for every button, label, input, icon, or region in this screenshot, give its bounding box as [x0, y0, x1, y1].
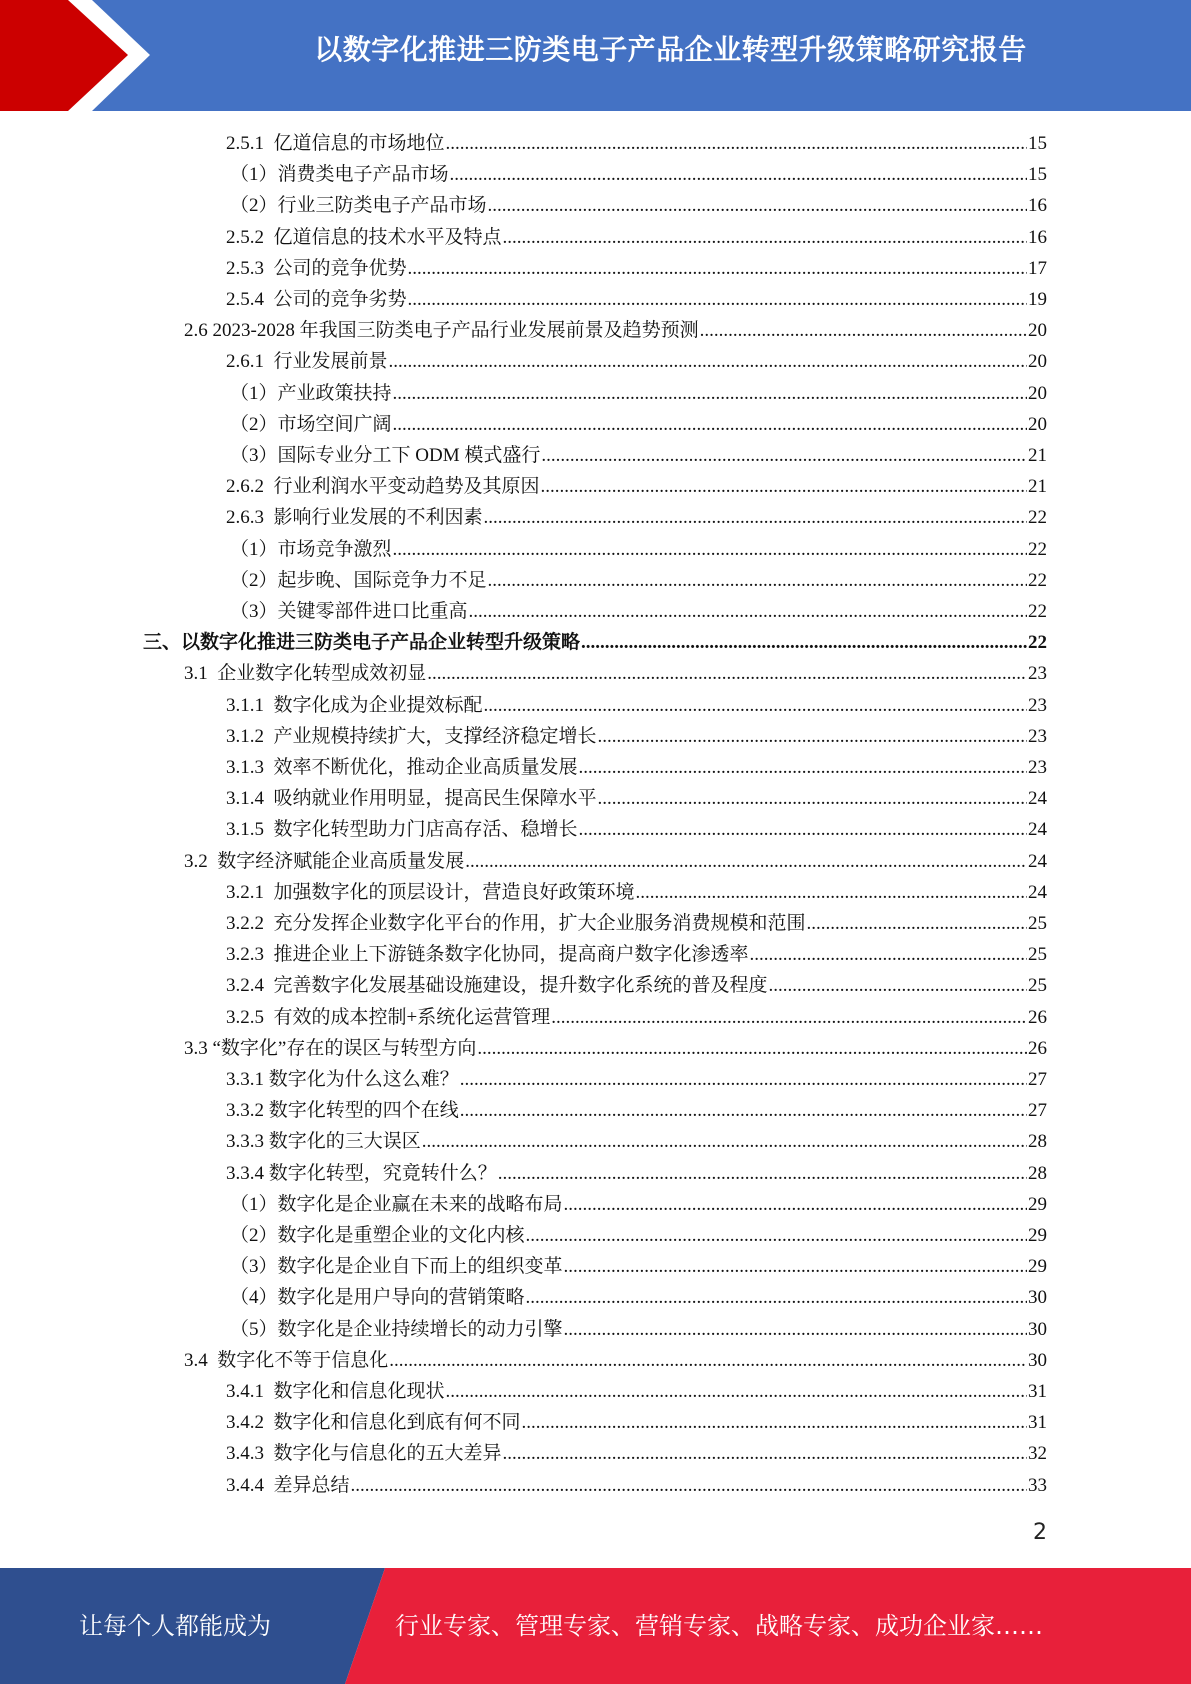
- toc-entry-page: 16: [1028, 195, 1047, 217]
- toc-dot-leader: [503, 222, 1027, 253]
- toc-dot-leader: [460, 1064, 1027, 1095]
- toc-entry[interactable]: [226, 939, 1047, 970]
- toc-entry-title: 2.5.2 亿道信息的技术水平及特点: [226, 226, 502, 248]
- toc-entry-title: 3.3.3 数字化的三大误区: [226, 1131, 421, 1153]
- toc-entry[interactable]: [226, 1376, 1047, 1407]
- toc-entry-page: 23: [1028, 757, 1047, 778]
- toc-entry[interactable]: [226, 1158, 1047, 1189]
- toc-entry[interactable]: [230, 440, 1047, 471]
- toc-entry-title: （3）关键零部件进口比重高: [230, 601, 468, 622]
- toc-entry[interactable]: [226, 877, 1047, 908]
- toc-entry-title: 2.5.4 公司的竞争劣势: [226, 289, 407, 310]
- toc-entry-page: 29: [1028, 1193, 1047, 1215]
- toc-entry-title: （1）消费类电子产品市场: [230, 164, 449, 186]
- toc-entry-page: 15: [1028, 133, 1047, 154]
- toc-entry[interactable]: [226, 284, 1047, 315]
- toc-entry-page: 22: [1028, 538, 1047, 560]
- toc-dot-leader: [460, 1095, 1027, 1126]
- toc-entry-page: 25: [1028, 944, 1047, 966]
- toc-entry[interactable]: [230, 378, 1047, 409]
- toc-entry[interactable]: [226, 690, 1047, 721]
- toc-entry-page: 29: [1028, 1225, 1047, 1246]
- toc-dot-leader: [700, 315, 1027, 346]
- toc-entry-title: （3）国际专业分工下 ODM 模式盛行: [230, 445, 541, 466]
- toc-entry-title: （2）起步晚、国际竞争力不足: [230, 569, 487, 591]
- toc-entry[interactable]: [226, 1438, 1047, 1469]
- toc-entry-title: 2.5.3 公司的竞争优势: [226, 257, 407, 279]
- toc-entry-title: 3.4 数字化不等于信息化: [184, 1349, 389, 1371]
- toc-entry-title: （1）产业政策扶持: [230, 382, 392, 404]
- toc-entry[interactable]: [226, 1064, 1047, 1095]
- toc-dot-leader: [564, 1314, 1027, 1345]
- toc-entry-title: 2.6.3 影响行业发展的不利因素: [226, 507, 483, 529]
- toc-entry[interactable]: [226, 1095, 1047, 1126]
- toc-entry[interactable]: [184, 1345, 1047, 1376]
- toc-dot-leader: [750, 939, 1027, 970]
- toc-entry-title: 3.2.1 加强数字化的顶层设计，营造良好政策环境: [226, 881, 635, 903]
- toc-entry-title: 3.2.3 推进企业上下游链条数字化协同，提高商户数字化渗透率: [226, 944, 749, 966]
- toc-entry-title: 3.1.4 吸纳就业作用明显，提高民生保障水平: [226, 788, 597, 810]
- toc-entry-title: 3.2.5 有效的成本控制+系统化运营管理: [226, 1006, 551, 1028]
- toc-dot-leader: [477, 1033, 1027, 1064]
- toc-entry-page: 28: [1028, 1131, 1047, 1153]
- toc-entry[interactable]: [226, 814, 1047, 845]
- toc-entry-page: 25: [1028, 975, 1047, 997]
- toc-dot-leader: [526, 1282, 1027, 1313]
- toc-dot-leader: [581, 627, 1027, 658]
- toc-entry[interactable]: [226, 1002, 1047, 1033]
- toc-entry[interactable]: [184, 315, 1047, 346]
- page-number: 2: [1033, 1520, 1047, 1545]
- toc-dot-leader: [389, 346, 1027, 377]
- toc-entry[interactable]: [226, 970, 1047, 1001]
- footer-slogan-left: 让每个人都能成为: [79, 1612, 271, 1640]
- toc-dot-leader: [446, 1376, 1027, 1407]
- toc-entry[interactable]: [184, 846, 1047, 877]
- toc-entry-page: 27: [1028, 1069, 1047, 1090]
- toc-entry-page: 19: [1028, 289, 1047, 310]
- toc-dot-leader: [422, 1126, 1027, 1157]
- toc-entry[interactable]: [230, 1220, 1047, 1251]
- report-title: 以数字化推进三防类电子产品企业转型升级策略研究报告: [314, 33, 1027, 66]
- toc-dot-leader: [393, 378, 1027, 409]
- toc-entry-page: 17: [1028, 257, 1047, 279]
- toc-dot-leader: [769, 970, 1027, 1001]
- toc-entry-page: 30: [1028, 1318, 1047, 1340]
- toc-entry-title: 3.4.2 数字化和信息化到底有何不同: [226, 1412, 521, 1434]
- toc-entry-title: 3.4.3 数字化与信息化的五大差异: [226, 1443, 502, 1465]
- toc-entry-title: 3.1.1 数字化成为企业提效标配: [226, 694, 483, 716]
- toc-dot-leader: [351, 1470, 1027, 1501]
- toc-entry-page: 22: [1028, 569, 1047, 591]
- toc-entry-page: 24: [1028, 819, 1047, 841]
- toc-entry-page: 24: [1028, 881, 1047, 903]
- toc-entry-title: 2.6.2 行业利润水平变动趋势及其原因: [226, 476, 540, 498]
- toc-entry-title: （1）市场竞争激烈: [230, 538, 392, 560]
- toc-entry-title: 3.4.1 数字化和信息化现状: [226, 1381, 445, 1402]
- toc-entry[interactable]: [226, 253, 1047, 284]
- toc-entry-page: 20: [1028, 351, 1047, 373]
- toc-dot-leader: [488, 190, 1027, 221]
- toc-entry-title: 3.2 数字经济赋能企业高质量发展: [184, 850, 465, 872]
- toc-entry-title: 3.1 企业数字化转型成效初显: [184, 663, 427, 685]
- toc-entry-page: 23: [1028, 725, 1047, 747]
- toc-dot-leader: [564, 1189, 1027, 1220]
- toc-entry-title: 3.2.4 完善数字化发展基础设施建设，提升数字化系统的普及程度: [226, 975, 768, 997]
- toc-entry-title: 3.3.1 数字化为什么这么难？: [226, 1069, 459, 1090]
- toc-dot-leader: [503, 1438, 1027, 1469]
- toc-dot-leader: [465, 846, 1027, 877]
- toc-entry-page: 32: [1028, 1443, 1047, 1465]
- toc-dot-leader: [541, 471, 1027, 502]
- toc-dot-leader: [579, 752, 1027, 783]
- toc-entry-page: 24: [1028, 788, 1047, 810]
- toc-entry[interactable]: [230, 1189, 1047, 1220]
- toc-entry-page: 22: [1028, 632, 1047, 654]
- toc-entry[interactable]: [226, 128, 1047, 159]
- toc-dot-leader: [427, 658, 1027, 689]
- toc-entry[interactable]: [230, 190, 1047, 221]
- toc-entry-title: （2）市场空间广阔: [230, 413, 392, 435]
- toc-entry-title: 3.3 “数字化”存在的误区与转型方向: [184, 1037, 477, 1059]
- toc-entry[interactable]: [226, 1407, 1047, 1438]
- toc-entry-page: 21: [1028, 445, 1047, 466]
- report-header: [0, 0, 1191, 111]
- toc-dot-leader: [450, 159, 1027, 190]
- toc-entry-title: 3.1.5 数字化转型助力门店高存活、稳增长: [226, 819, 578, 841]
- toc-entry-title: 3.3.2 数字化转型的四个在线: [226, 1100, 459, 1122]
- toc-entry-title: 3.1.3 效率不断优化，推动企业高质量发展: [226, 757, 578, 778]
- toc-entry-title: （1）数字化是企业赢在未来的战略布局: [230, 1193, 563, 1215]
- toc-entry-title: （2）数字化是重塑企业的文化内核: [230, 1225, 525, 1246]
- toc-entry[interactable]: [226, 783, 1047, 814]
- toc-dot-leader: [389, 1345, 1027, 1376]
- toc-entry[interactable]: [230, 1282, 1047, 1313]
- toc-dot-leader: [484, 690, 1027, 721]
- toc-entry-page: 31: [1028, 1381, 1047, 1402]
- footer-slogan-right: 行业专家、管理专家、营销专家、战略专家、成功企业家……: [395, 1612, 1043, 1640]
- toc-dot-leader: [636, 877, 1027, 908]
- toc-dot-leader: [488, 565, 1027, 596]
- toc-entry[interactable]: [230, 1251, 1047, 1282]
- toc-entry-page: 29: [1028, 1256, 1047, 1278]
- toc-entry[interactable]: [184, 1033, 1047, 1064]
- toc-dot-leader: [522, 1407, 1027, 1438]
- toc-dot-leader: [564, 1251, 1027, 1282]
- toc-dot-leader: [469, 596, 1027, 627]
- toc-entry-page: 28: [1028, 1162, 1047, 1184]
- toc-entry-title: 3.4.4 差异总结: [226, 1474, 350, 1496]
- page-footer: [0, 1568, 1191, 1684]
- toc-entry-page: 20: [1028, 413, 1047, 435]
- toc-entry-page: 23: [1028, 663, 1047, 685]
- toc-entry-title: （3）数字化是企业自下而上的组织变革: [230, 1256, 563, 1278]
- toc-dot-leader: [484, 502, 1027, 533]
- toc-dot-leader: [551, 1002, 1027, 1033]
- toc-entry-page: 33: [1028, 1474, 1047, 1496]
- toc-entry-page: 25: [1028, 913, 1047, 934]
- toc-entry[interactable]: [230, 596, 1047, 627]
- toc-entry-title: （4）数字化是用户导向的营销策略: [230, 1287, 525, 1309]
- toc-entry-title: 2.6.1 行业发展前景: [226, 351, 388, 373]
- toc-entry-page: 23: [1028, 694, 1047, 716]
- toc-entry-page: 30: [1028, 1287, 1047, 1309]
- toc-entry-page: 24: [1028, 850, 1047, 872]
- toc-entry[interactable]: [226, 1126, 1047, 1157]
- toc-entry[interactable]: [226, 1470, 1047, 1501]
- toc-entry-title: 3.1.2 产业规模持续扩大，支撑经济稳定增长: [226, 725, 597, 747]
- toc-entry[interactable]: [226, 471, 1047, 502]
- toc-entry-title: 2.6 2023-2028 年我国三防类电子产品行业发展前景及趋势预测: [184, 320, 699, 342]
- toc-entry-page: 16: [1028, 226, 1047, 248]
- toc-entry-title: （2）行业三防类电子产品市场: [230, 195, 487, 217]
- toc-entry[interactable]: [184, 658, 1047, 689]
- toc-dot-leader: [807, 908, 1027, 939]
- toc-entry[interactable]: [226, 752, 1047, 783]
- toc-entry[interactable]: [230, 534, 1047, 565]
- toc-dot-leader: [446, 128, 1027, 159]
- toc-entry[interactable]: [230, 565, 1047, 596]
- toc-entry-page: 26: [1028, 1006, 1047, 1028]
- toc-entry-page: 27: [1028, 1100, 1047, 1122]
- toc-dot-leader: [393, 409, 1027, 440]
- toc-dot-leader: [598, 783, 1027, 814]
- toc-entry[interactable]: [226, 346, 1047, 377]
- toc-dot-leader: [498, 1158, 1027, 1189]
- toc-entry[interactable]: [143, 627, 1047, 658]
- toc-dot-leader: [408, 284, 1027, 315]
- toc-dot-leader: [598, 721, 1027, 752]
- toc-entry-page: 22: [1028, 601, 1047, 622]
- toc-entry-page: 20: [1028, 320, 1047, 342]
- toc-entry-page: 22: [1028, 507, 1047, 529]
- toc-entry-page: 15: [1028, 164, 1047, 186]
- toc-entry[interactable]: [230, 409, 1047, 440]
- toc-entry[interactable]: [226, 502, 1047, 533]
- toc-entry-title: 3.2.2 充分发挥企业数字化平台的作用，扩大企业服务消费规模和范围: [226, 913, 806, 934]
- toc-entry-title: 2.5.1 亿道信息的市场地位: [226, 133, 445, 154]
- toc-entry-page: 31: [1028, 1412, 1047, 1434]
- toc-entry[interactable]: [226, 908, 1047, 939]
- toc-entry-page: 30: [1028, 1349, 1047, 1371]
- toc-entry[interactable]: [230, 1314, 1047, 1345]
- toc-entry-title: （5）数字化是企业持续增长的动力引擎: [230, 1318, 563, 1340]
- toc-dot-leader: [526, 1220, 1027, 1251]
- toc-entry[interactable]: [226, 721, 1047, 752]
- toc-entry-page: 26: [1028, 1037, 1047, 1059]
- toc-entry[interactable]: [230, 159, 1047, 190]
- toc-dot-leader: [541, 440, 1027, 471]
- toc-dot-leader: [408, 253, 1027, 284]
- toc-entry-page: 21: [1028, 476, 1047, 498]
- toc-dot-leader: [579, 814, 1027, 845]
- toc-entry[interactable]: [226, 222, 1047, 253]
- toc-entry-page: 20: [1028, 382, 1047, 404]
- toc-entry-title: 3.3.4 数字化转型，究竟转什么？: [226, 1162, 497, 1184]
- toc-dot-leader: [393, 534, 1027, 565]
- toc-entry-title: 三、以数字化推进三防类电子产品企业转型升级策略: [143, 632, 581, 654]
